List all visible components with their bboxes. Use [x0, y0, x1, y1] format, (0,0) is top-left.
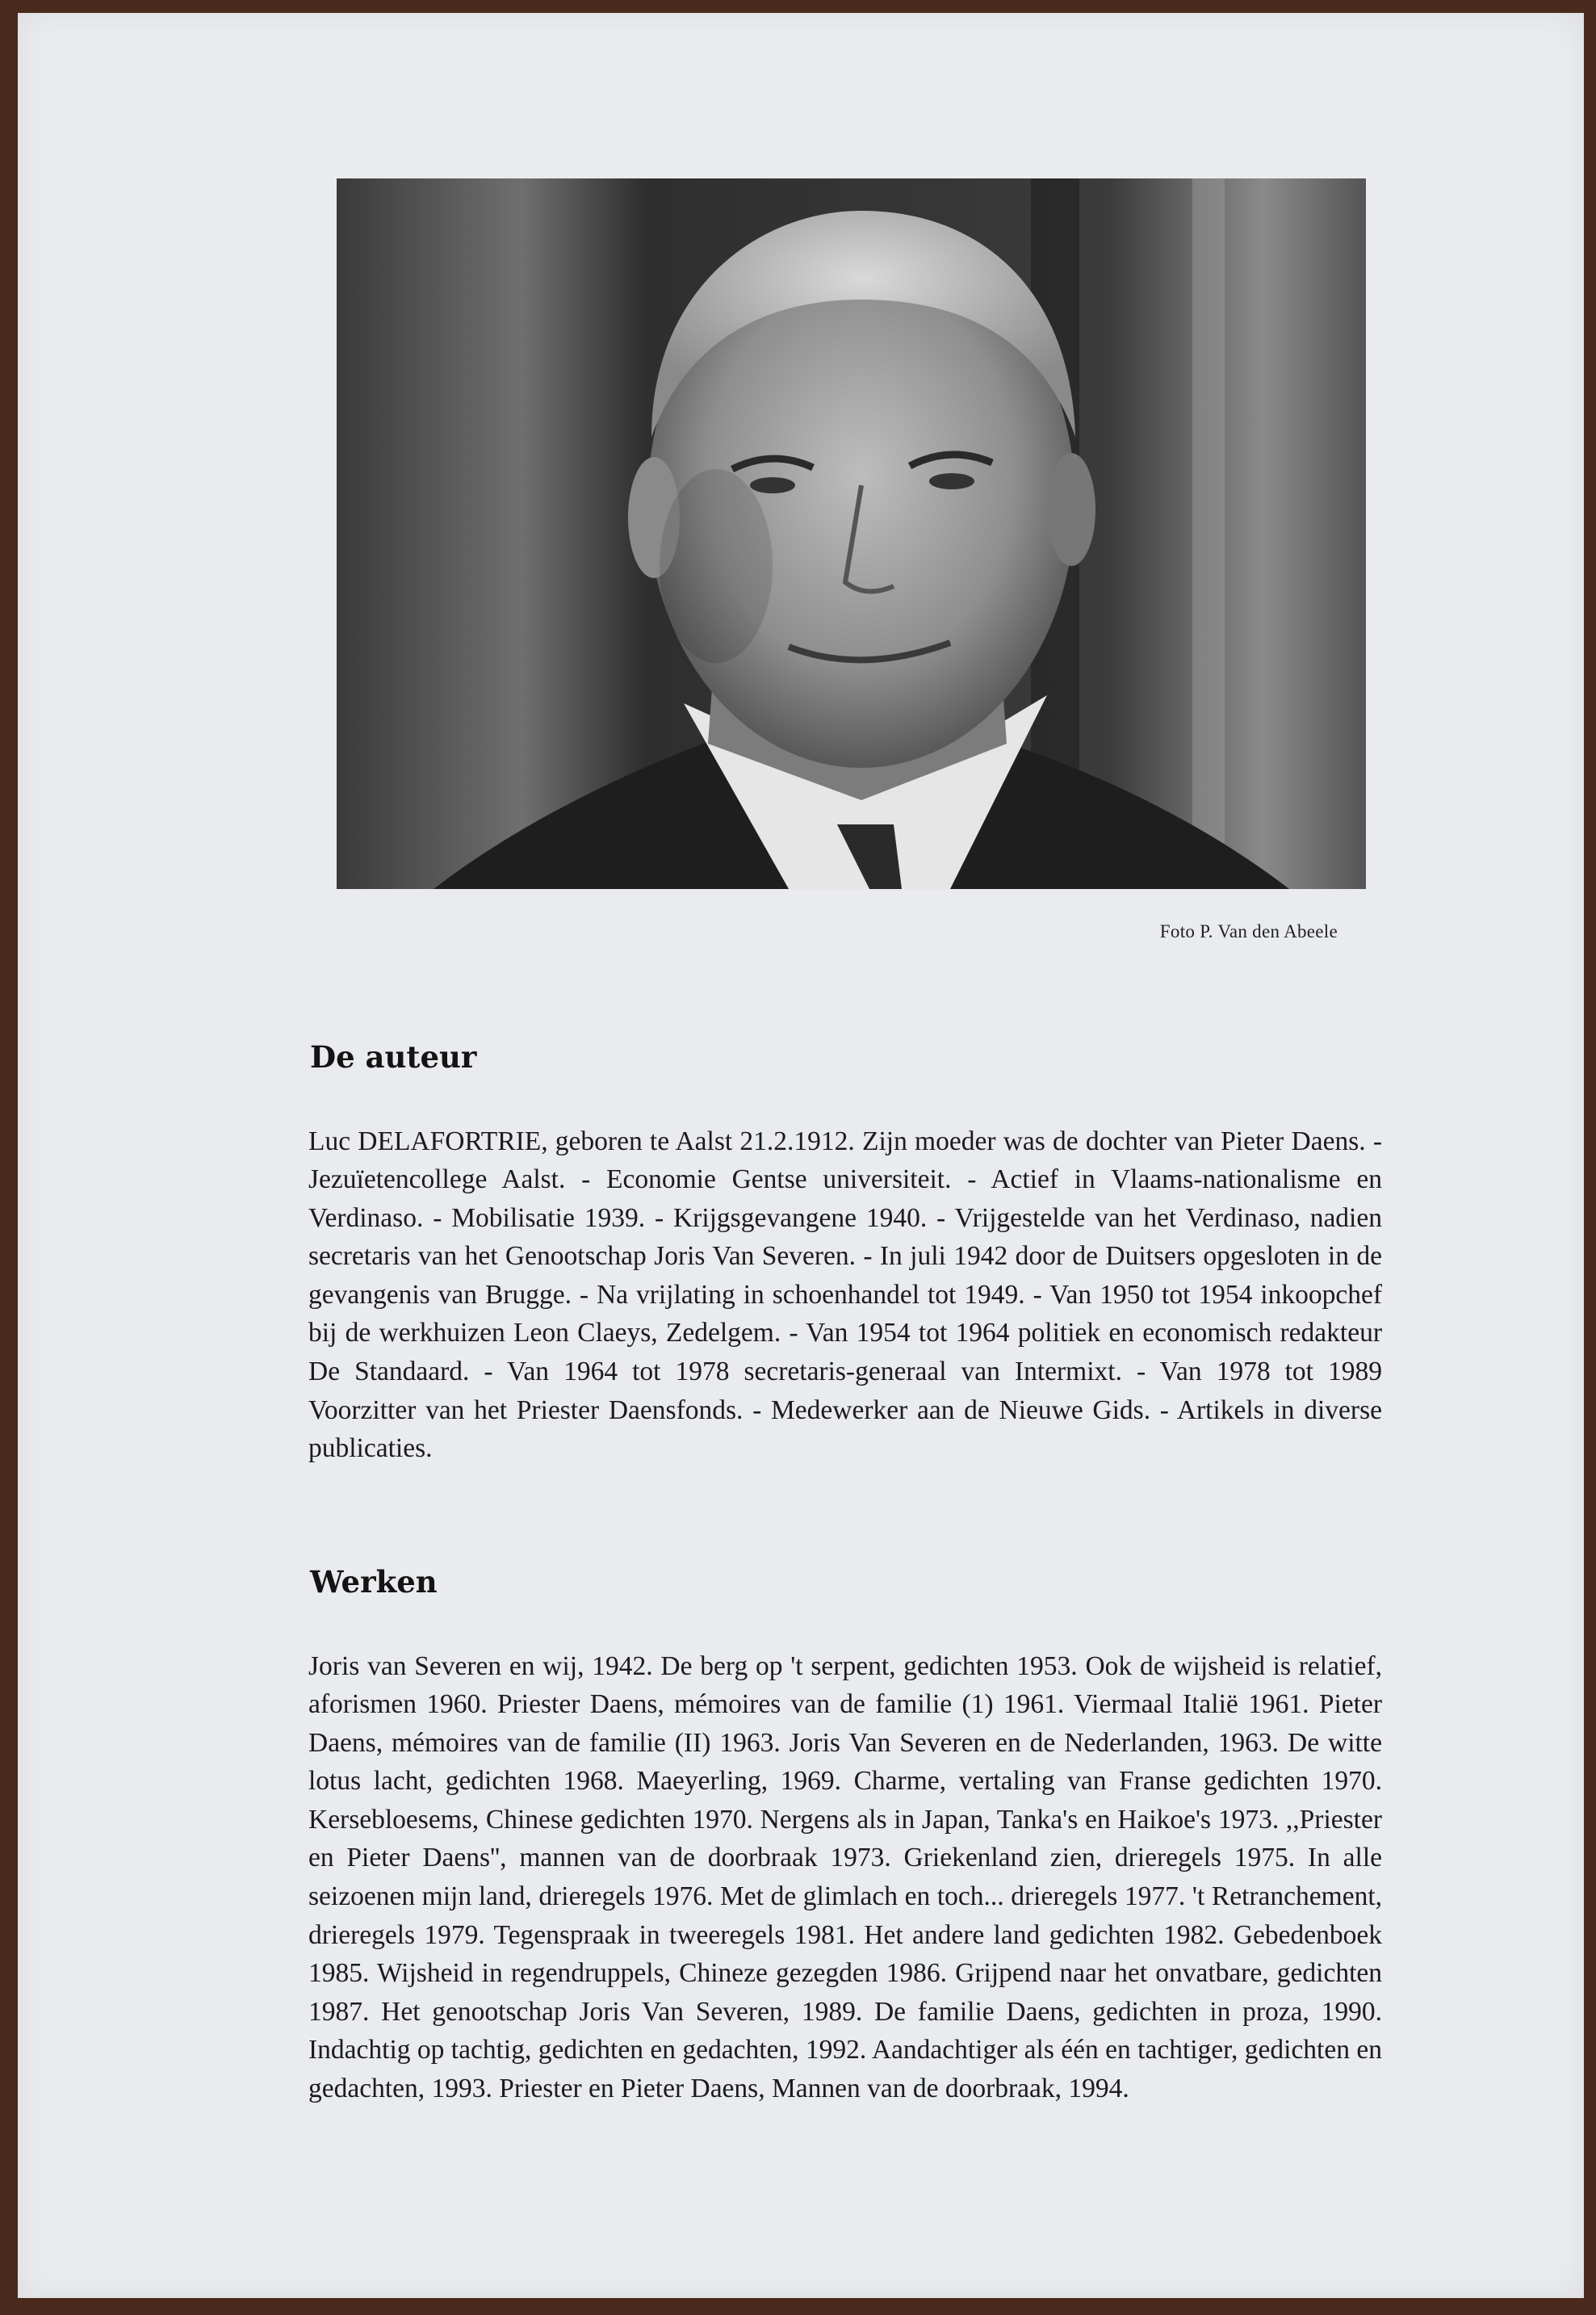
author-section-heading: De auteur	[310, 1038, 477, 1075]
works-section-heading: Werken	[310, 1563, 438, 1600]
portrait-image	[337, 178, 1366, 889]
author-portrait-photo	[337, 178, 1366, 889]
photo-credit: Foto P. Van den Abeele	[1159, 921, 1338, 942]
works-list: Joris van Severen en wij, 1942. De berg op 't serpent, gedichten 1953. Ook de wijsheid is relatief, aforismen 1960. Priester Daens, mémoires van de familie (1) 1961. Viermaal Italië 1961. Pieter Daens, mémoires van de familie (II) 1963. Joris Van Severen en de Nederlanden, 1963. De witte lotus lacht, gedichten 1968. Maeyerling, 1969. Charme, vertaling van Franse gedichten 1970. Kersebloesems, Chinese gedichten 1970. Nergens als in Japan, Tanka's en Haikoe's 1973. ,,Priester en Pieter Daens'', mannen van de doorbraak 1973. Griekenland zien, drieregels 1975. In alle seizoenen mijn land, drieregels 1976. Met de glimlach en toch... drieregels 1977. 't Retranchement, drieregels 1979. Tegenspraak in tweeregels 1981. Het andere land gedichten 1982. Gebedenboek 1985. Wijsheid in regendruppels, Chineze gezegden 1986. Grijpend naar het onvatbare, gedichten 1987. Het genootschap Joris Van Severen, 1989. De familie Daens, gedichten in proza, 1990. Indachtig op tachtig, gedichten en gedachten, 1992. Aandachtiger als één en tachtiger, gedichten en gedachten, 1993. Priester en Pieter Daens, Mannen van de doorbraak, 1994.	[308, 1650, 1382, 2104]
author-biography: Luc DELAFORTRIE, geboren te Aalst 21.2.1912. Zijn moeder was de dochter van Pieter Daens. - Jezuïetencollege Aalst. - Economie Gentse universiteit. - Actief in Vlaams-nationalisme en Verdinaso. - Mobilisatie 1939. - Krijgsgevangene 1940. - Vrijgestelde van het Verdinaso, nadien secretaris van het Genootschap Joris Van Severen. - In juli 1942 door de Duitsers opgesloten in de gevangenis van Brugge. - Na vrijlating in schoenhandel tot 1949. - Van 1950 tot 1954 inkoopchef bij de werkhuizen Leon Claeys, Zedelgem. - Van 1954 tot 1964 politiek en economisch redakteur De Standaard. - Van 1964 tot 1978 secretaris-generaal van Intermixt. - Van 1978 tot 1989 Voorzitter van het Priester Daensfonds. - Medewerker aan de Nieuwe Gids. - Artikels in diverse publicaties.	[308, 1126, 1382, 1464]
book-back-cover	[18, 13, 1584, 2298]
